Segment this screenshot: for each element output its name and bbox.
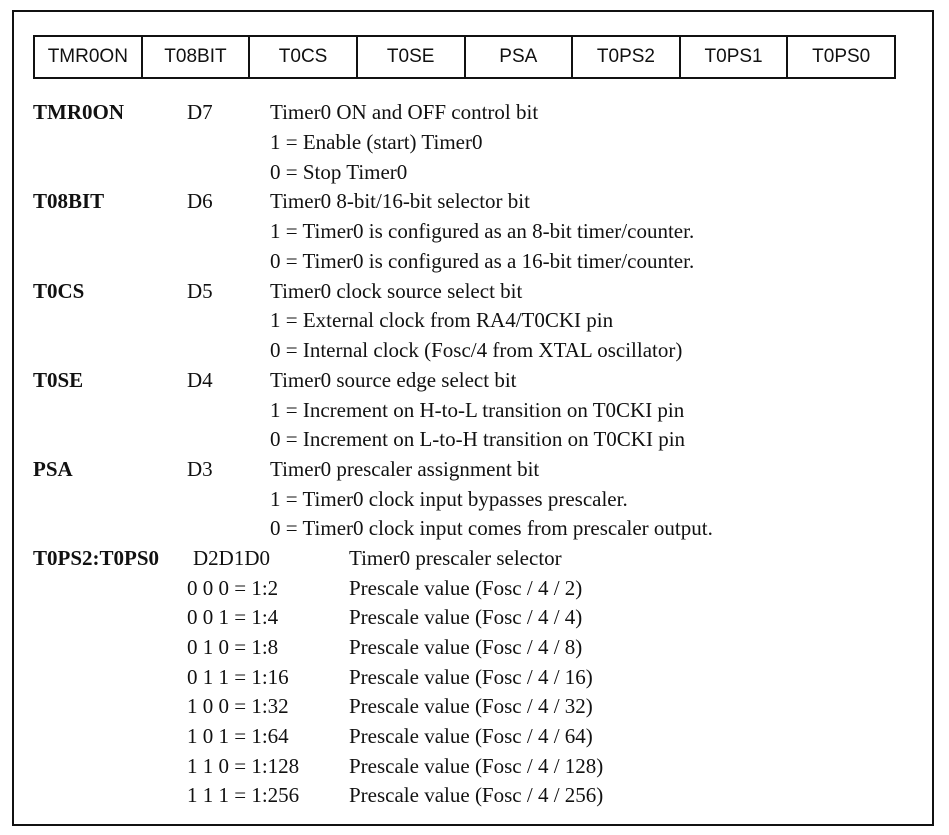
register-bit-cell: TMR0ON: [35, 37, 143, 77]
bit-position: D5: [187, 279, 213, 303]
bit-name: T0CS: [33, 279, 85, 303]
bit-name: T08BIT: [33, 189, 105, 213]
prescale-code: 0 1 0 = 1:8: [187, 635, 279, 659]
bit-name: T0SE: [33, 368, 84, 392]
register-bit-cell: PSA: [466, 37, 574, 77]
prescale-code: 1 1 0 = 1:128: [187, 754, 300, 778]
prescale-description: Prescale value (Fosc / 4 / 64): [349, 724, 593, 748]
bit-description: 0 = Internal clock (Fosc/4 from XTAL oscillator): [270, 338, 683, 362]
bit-position: D7: [187, 100, 213, 124]
register-bit-cell: T0PS0: [812, 46, 871, 67]
bit-position: D2D1D0: [193, 546, 270, 570]
bit-description: 1 = Timer0 clock input bypasses prescaler.: [270, 487, 628, 511]
register-bit-cell: T0PS2: [573, 37, 681, 77]
bit-position: D3: [187, 457, 213, 481]
register-bit-cell: T0CS: [250, 37, 358, 77]
bit-name: TMR0ON: [33, 100, 124, 124]
prescale-description: Prescale value (Fosc / 4 / 4): [349, 605, 583, 629]
bit-description: 0 = Stop Timer0: [270, 160, 408, 184]
bit-position: D4: [187, 368, 213, 392]
bit-description: 1 = Timer0 is configured as an 8-bit timer/counter.: [270, 219, 695, 243]
register-bit-row: [33, 35, 896, 79]
bit-description: 1 = Increment on H-to-L transition on T0CKI pin: [270, 398, 685, 422]
bit-description: Timer0 clock source select bit: [270, 279, 523, 303]
prescale-code: 0 0 0 = 1:2: [187, 576, 279, 600]
prescale-description: Prescale value (Fosc / 4 / 32): [349, 694, 593, 718]
bit-description: Timer0 source edge select bit: [270, 368, 517, 392]
bit-description: Timer0 ON and OFF control bit: [270, 100, 539, 124]
bit-position: D6: [187, 189, 213, 213]
prescale-description: Prescale value (Fosc / 4 / 256): [349, 783, 604, 807]
prescaler-title: Timer0 prescaler selector: [349, 546, 562, 570]
prescale-description: Prescale value (Fosc / 4 / 128): [349, 754, 604, 778]
prescale-description: Prescale value (Fosc / 4 / 16): [349, 665, 593, 689]
prescale-code: 1 1 1 = 1:256: [187, 783, 300, 807]
bit-description: 1 = Enable (start) Timer0: [270, 130, 483, 154]
bit-name: T0PS2:T0PS0: [33, 546, 160, 570]
bit-description: 1 = External clock from RA4/T0CKI pin: [270, 308, 614, 332]
register-bit-cell: T0SE: [358, 37, 466, 77]
prescale-code: 0 1 1 = 1:16: [187, 665, 289, 689]
register-bit-cell: T0PS1: [681, 37, 789, 77]
prescale-code: 1 0 0 = 1:32: [187, 694, 289, 718]
bit-description: Timer0 prescaler assignment bit: [270, 457, 540, 481]
bit-description: 0 = Increment on L-to-H transition on T0CKI pin: [270, 427, 686, 451]
bit-description: 0 = Timer0 clock input comes from prescaler output.: [270, 516, 713, 540]
bit-description: Timer0 8-bit/16-bit selector bit: [270, 189, 530, 213]
prescale-code: 1 0 1 = 1:64: [187, 724, 289, 748]
register-bit-cell: T08BIT: [143, 37, 251, 77]
prescale-code: 0 0 1 = 1:4: [187, 605, 279, 629]
bit-description: 0 = Timer0 is configured as a 16-bit timer/counter.: [270, 249, 695, 273]
prescale-description: Prescale value (Fosc / 4 / 8): [349, 635, 583, 659]
bit-name: PSA: [33, 457, 73, 481]
prescale-description: Prescale value (Fosc / 4 / 2): [349, 576, 583, 600]
